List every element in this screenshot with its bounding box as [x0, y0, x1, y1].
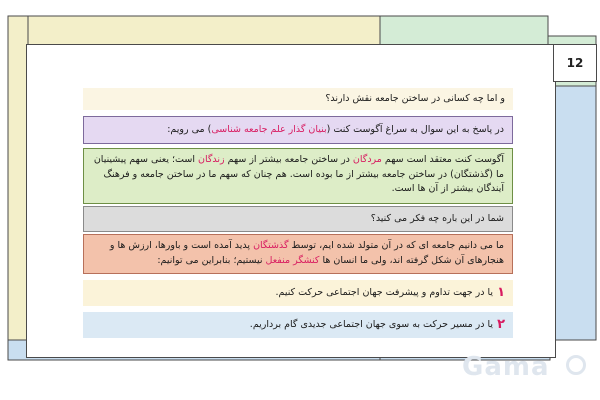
comte-highlight-living: زندگان	[198, 154, 225, 165]
comte-quote-box	[83, 148, 513, 204]
comte-quote-part-1: آگوست کنت معتقد است سهم	[381, 154, 504, 165]
answer-intro-box	[83, 116, 513, 144]
option-1-box	[83, 280, 513, 306]
opinion-answer-box	[83, 234, 513, 274]
question-opinion-box	[83, 206, 513, 232]
opinion-highlight-passive-actor: کنشگر منفعل	[265, 254, 320, 266]
comte-quote-part-3: است؛ یعنی سهم پیشینیان ما (گذشتگان) در ساختن جامعه بیشتر از ما بوده است. هم چنان که سهم ما در ساختن جامعه و فرهنگ آیندگان بیشتر از آن ها است.	[93, 154, 504, 195]
answer-intro-after: ) می رویم:	[167, 123, 212, 135]
option-2-number: ۲	[497, 316, 505, 332]
option-2-box	[83, 312, 513, 338]
comte-highlight-dead: مردگان	[352, 154, 382, 165]
option-1-number: ۱	[497, 284, 505, 300]
answer-intro-before: در پاسخ به این سوال به سراغ آگوست کنت (	[326, 123, 504, 135]
answer-intro-text	[167, 123, 504, 138]
opinion-part-3: نیستیم؛ بنابراین می توانیم:	[157, 254, 266, 266]
opinion-highlight-predecessors: گذشتگان	[253, 240, 289, 251]
option-1-text: یا در جهت تداوم و پیشرفت جهان اجتماعی حرکت کنیم.	[275, 286, 494, 298]
opinion-part-1: ما می دانیم جامعه ای که در آن متولد شده ایم، توسط	[288, 240, 504, 251]
option-2-text: یا در مسیر حرکت به سوی جهان اجتماعی جدیدی گام برداریم.	[249, 318, 494, 330]
question-2-text: شما در این باره چه فکر می کنید؟	[370, 212, 504, 224]
gama-watermark: Gama	[462, 352, 550, 382]
comte-quote-part-2: در ساختن جامعه بیشتر از سهم	[224, 154, 353, 165]
opinion-part-2: پدید آمده است و باورها، ارزش ها و هنجارهای آن شکل گرفته اند، ولی ما انسان ها	[109, 240, 504, 266]
comte-title-highlight: بنیان گذار علم جامعه شناسی	[211, 123, 327, 135]
page-number: 12	[553, 44, 597, 82]
question-who-builds-society	[83, 88, 513, 110]
question-1-text: و اما چه کسانی در ساختن جامعه نقش دارند؟	[325, 93, 505, 104]
gama-logo-icon	[566, 355, 586, 375]
